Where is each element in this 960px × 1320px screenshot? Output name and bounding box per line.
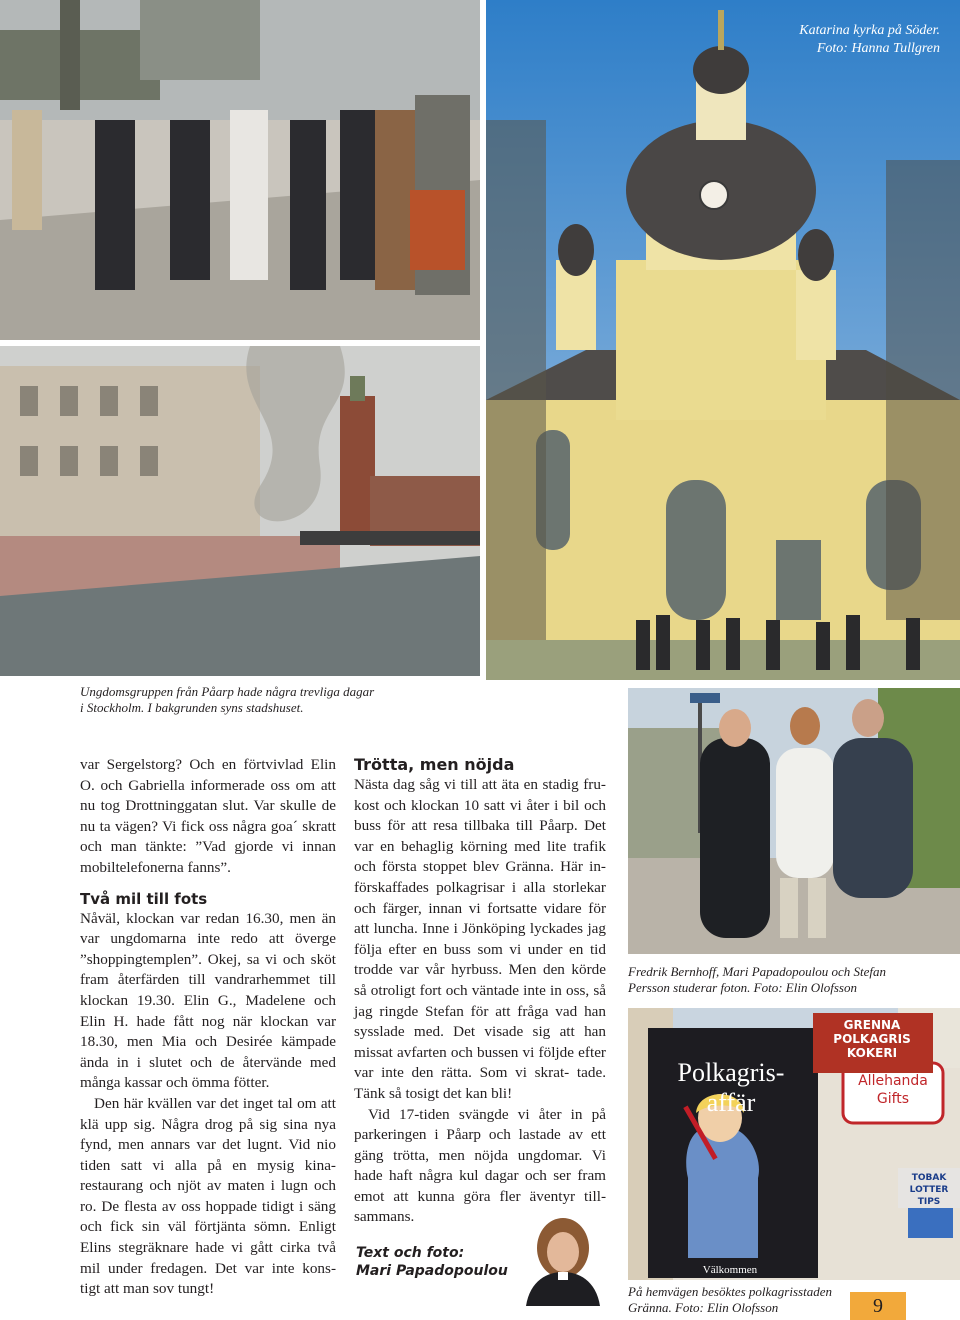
sign-text: Allehanda [858, 1073, 928, 1089]
caption-line: Ungdomsgruppen från Påarp hade några trevliga dagar [80, 684, 375, 699]
text-line: många kassar och ömma fötter. [80, 1074, 270, 1092]
sign-text: Gifts [876, 1091, 910, 1107]
byline-name: Mari Papadopoulou [356, 1263, 508, 1279]
text-line: Vid 17-tiden svängde vi åter in på [368, 1105, 606, 1123]
text-line: nu tog Drottninggatan slut. Var skulle [80, 797, 322, 815]
paragraph-intro [80, 755, 336, 879]
paragraph [80, 1094, 336, 1300]
church-photo [486, 0, 960, 680]
page-number: 9 [850, 1292, 906, 1320]
text-line: gäng trötta, men nöjda ungdomar. Vi [354, 1146, 606, 1164]
text-line: in oss, så jag ringde Stefan för att fråga [354, 981, 606, 1020]
text-line: ända in i slutet och de återvände med [80, 1053, 336, 1071]
caption-line: Fredrik Bernhoff, Mari Papadopoulou och Stefan [628, 964, 887, 979]
text-line: tade. Tänk så tosigt det kan bli! [354, 1064, 606, 1102]
church-photo-caption [799, 22, 940, 58]
text-line: och fick sin väl förtjänta sömn. Enligt [80, 1218, 336, 1236]
stockholm-photo [0, 346, 480, 676]
text-line: att klä upp sig. Några drog på sig sina [80, 1094, 336, 1133]
article-column-2 [354, 755, 606, 1228]
sign-text: GRENNA [843, 1018, 901, 1032]
caption-line: På hemvägen besöktes polkagrisstaden [628, 1284, 832, 1299]
shop-sign-polkagrisaffar [656, 1058, 806, 1118]
author-portrait [520, 1210, 606, 1306]
text-line: efter var inte den rätta. Som vi skrat- [354, 1043, 606, 1082]
people-photo-caption [628, 964, 948, 996]
byline [356, 1244, 526, 1280]
shop-photo-caption [628, 1284, 868, 1316]
text-line: förskaffades polkagrisar i alla storlekar [354, 878, 606, 896]
group-photo [0, 0, 480, 340]
text-line: hade haft några kul dagar och ser fram [354, 1167, 606, 1185]
sign-text: affär [706, 1088, 756, 1117]
section-heading-trotta: Trötta, men nöjda [354, 755, 515, 774]
text-line: kost och klockan 10 satt vi åter i bil och [354, 796, 606, 814]
shop-sign-allehanda [846, 1072, 940, 1108]
shop-photo [628, 1008, 960, 1280]
text-line: än var ungdomarna inte redo att överge [80, 909, 336, 948]
people-photo [628, 688, 960, 954]
text-line: nio tiden satt vi alla på en mysig kina- [80, 1136, 336, 1174]
text-line: emot att kunna göra fler äventyr till- [354, 1187, 606, 1205]
text-line: tid trodde var vår hyrbuss. Men den [354, 940, 606, 979]
text-line: restaurang och njöt av maten i lugn och [80, 1177, 336, 1195]
text-line: Den här kvällen var det inget tal om [94, 1094, 321, 1112]
text-line: fram återfärden till vandrarhemmet till [80, 971, 336, 989]
text-line: de nu ta vägen? Vi fick oss några goa´ [80, 797, 336, 835]
text-line: klockan 19.30. Elin G., Madelene och [80, 991, 336, 1009]
text-line: sammans. [354, 1208, 415, 1226]
paragraph [354, 775, 606, 1105]
caption-line: i Stockholm. I bakgrunden syns stadshuset. [80, 700, 304, 715]
text-line: och första stoppet blev Gränna. Här in- [354, 858, 606, 876]
text-line: skratt och man tänkte: ”Vad gjorde vi [80, 817, 336, 856]
sign-text: Polkagris- [677, 1058, 785, 1087]
byline-label: Text och foto: [356, 1245, 465, 1261]
text-line: ”shoppingtemplen”. Okej, sa vi och sköt [80, 950, 336, 968]
caption-line: Foto: Hanna Tullgren [816, 41, 940, 56]
text-line: mil under fredagen. Det var inte kons- [80, 1259, 336, 1277]
text-line: buss för att resa tillbaka till Påarp. Det [354, 817, 606, 835]
text-line: parkeringen i Påarp och lastade av ett [354, 1126, 606, 1144]
sign-text: LOTTER TIPS [909, 1185, 949, 1207]
caption-line: Katarina kyrka på Söder. [799, 23, 940, 38]
text-line: vad han sysslade med. Det visade sig att [354, 1002, 606, 1041]
text-line: Elins stegräknare hade vi gått cirka två [80, 1239, 336, 1257]
caption-line: Gränna. Foto: Elin Olofsson [628, 1300, 779, 1315]
text-line: och färger, innan vi fortsatte vidare för [354, 899, 606, 917]
shop-sign-tobak [900, 1172, 958, 1208]
sign-text: POLKAGRIS KOKERI [833, 1032, 911, 1060]
text-line: var Sergelstorg? Och en förtvivlad Elin [80, 756, 336, 773]
text-line: O. och Gabriella informerade oss om att [80, 776, 336, 794]
text-line: var en behaglig körning med lite trafik [354, 837, 606, 855]
article-column-1 [80, 755, 336, 1300]
text-line: 18.30, men Mia och Desirée kämpade [80, 1033, 336, 1051]
caption-line: Persson studerar foton. Foto: Elin Olofsson [628, 980, 857, 995]
paragraph [80, 909, 336, 1094]
section-heading-tva-mil: Två mil till fots [80, 889, 208, 908]
shop-sign-valkommen: Välkommen [702, 1264, 758, 1276]
text-line: körde så otroligt fort och väntade inte [354, 961, 606, 999]
text-line: att luncha. Inne i Jönköping lyckades [354, 920, 588, 938]
text-line: ro. De flesta av oss hoppade tidigt i säng [80, 1197, 336, 1215]
text-line: tigt att man sov tungt! [80, 1280, 215, 1298]
text-line: Elin H. hade fått nog när klockan var [80, 1012, 336, 1030]
text-line: Nästa dag såg vi till att äta en stadig fru- [354, 776, 606, 793]
text-line: nya fynd, men annars var det lugnt. Vid [80, 1115, 336, 1154]
stockholm-photo-caption [80, 684, 480, 716]
sign-text: TOBAK [911, 1173, 947, 1183]
text-line: innan mobiltelefonerna fanns”. [80, 838, 336, 876]
text-line: jag följa efter en buss som vi under en [354, 920, 606, 958]
shop-sign-grenna [818, 1018, 926, 1060]
text-line: Nåväl, klockan var redan 16.30, men [80, 909, 322, 927]
text-line: han missat avfarten och bussen vi följde [354, 1023, 606, 1061]
